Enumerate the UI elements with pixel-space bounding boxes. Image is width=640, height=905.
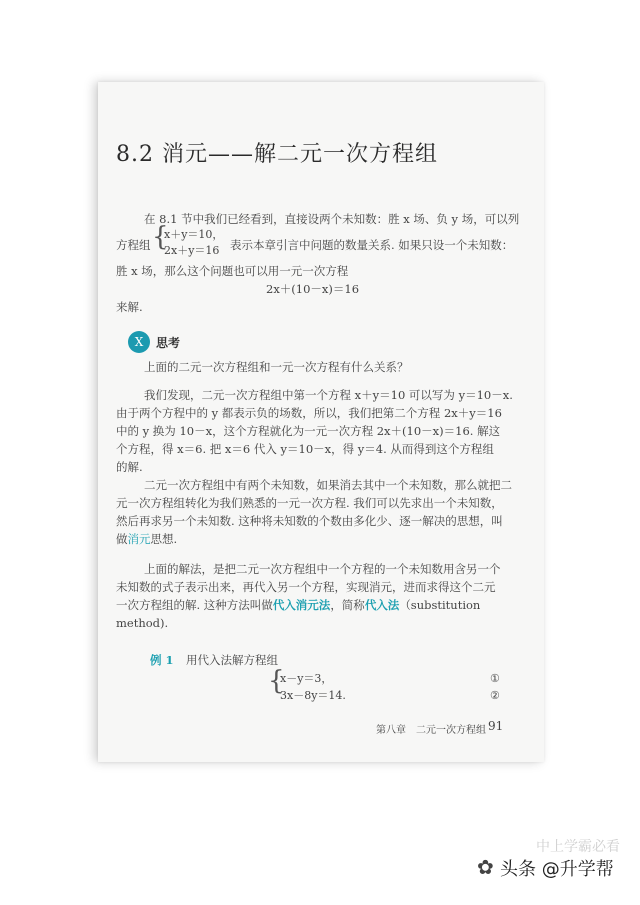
para4-line3-suffix: （substitution [399,598,481,612]
intro-system-eq2: 2x＋y＝16 [164,244,220,257]
term-elimination: 消元 [127,532,151,546]
textbook-page [98,82,544,762]
chapter-footer: 第八章 二元一次方程组 [376,725,486,736]
para4-line3-prefix: 一次方程组的解. 这种方法叫做 [116,598,273,612]
para3-line-3: 然后再求另一个未知数. 这种将未知数的个数由多化少、逐一解决的思想，叫 [116,514,503,528]
wechat-icon: ✿ [477,855,494,879]
para3-last-prefix: 做 [116,532,128,546]
para3-line-1: 二元一次方程组中有两个未知数，如果消去其中一个未知数，那么就把二 [144,478,512,492]
para2-line-1: 我们发现，二元一次方程组中第一个方程 x＋y＝10 可以写为 y＝10－x. [144,388,513,402]
term-substitution: 代入法 [364,598,400,612]
para3-line-2: 元一次方程组转化为我们熟悉的一元一次方程. 我们可以先求出一个未知数， [116,496,503,510]
watermark-text: 头条 @升学帮 [500,859,614,880]
para2-line-4: 个方程，得 x＝6. 把 x＝6 代入 y＝10－x，得 y＝4. 从而得到这个方程组 [116,442,494,456]
intro-line-2-prefix: 方程组 [116,238,151,252]
example-eq2: 3x－8y＝14. [280,689,346,702]
intro-line-1: 在 8.1 节中我们已经看到，直接设两个未知数：胜 x 场、负 y 场，可以列 [144,212,520,226]
para2-line-3: 中的 y 换为 10－x，这个方程就化为一元一次方程 2x＋(10－x)＝16. 解这 [116,424,501,438]
para2-line-5: 的解. [116,460,143,474]
para3-last-suffix: 思想. [150,532,178,546]
system-brace: { [152,222,169,252]
watermark-faint: 中上学霸必看 [536,839,620,855]
intro-line-3: 胜 x 场，那么这个问题也可以用一元一次方程 [116,264,349,278]
intro-line-4: 来解. [116,300,143,314]
para4-line3-middle: ，简称 [330,598,365,612]
intro-line-2-suffix: 表示本章引言中问题的数量关系. 如果只设一个未知数： [230,238,514,252]
page-number: 91 [488,719,504,733]
intro-system-eq1: x＋y＝10， [164,228,224,241]
para4-line-1: 上面的解法，是把二元一次方程组中一个方程的一个未知数用含另一个 [144,562,501,576]
intro-equation: 2x＋(10－x)＝16 [266,282,360,296]
para4-line-2: 未知数的式子表示出来，再代入另一个方程，实现消元，进而求得这个二元 [116,580,496,594]
para4-line-4: method). [116,616,169,630]
example-text: 用代入法解方程组 [186,653,278,667]
think-icon: X [128,331,150,353]
para2-line-2: 由于两个方程中的 y 都表示负的场数，所以，我们把第二个方程 2x＋y＝16 [116,406,502,420]
section-title: 8.2 消元——解二元一次方程组 [116,142,438,167]
para4-line-3 [116,596,480,614]
example-eq2-number: ② [490,689,500,702]
think-question: 上面的二元一次方程组和一元一次方程有什么关系？ [144,360,409,374]
think-label: 思考 [156,336,181,350]
example-eq1: x－y＝3， [280,672,333,685]
para3-line-4 [116,530,177,548]
example-brace: { [268,666,285,696]
example-label: 例 1 [150,653,174,667]
example-eq1-number: ① [490,672,500,685]
term-substitution-elimination: 代入消元法 [272,598,331,612]
